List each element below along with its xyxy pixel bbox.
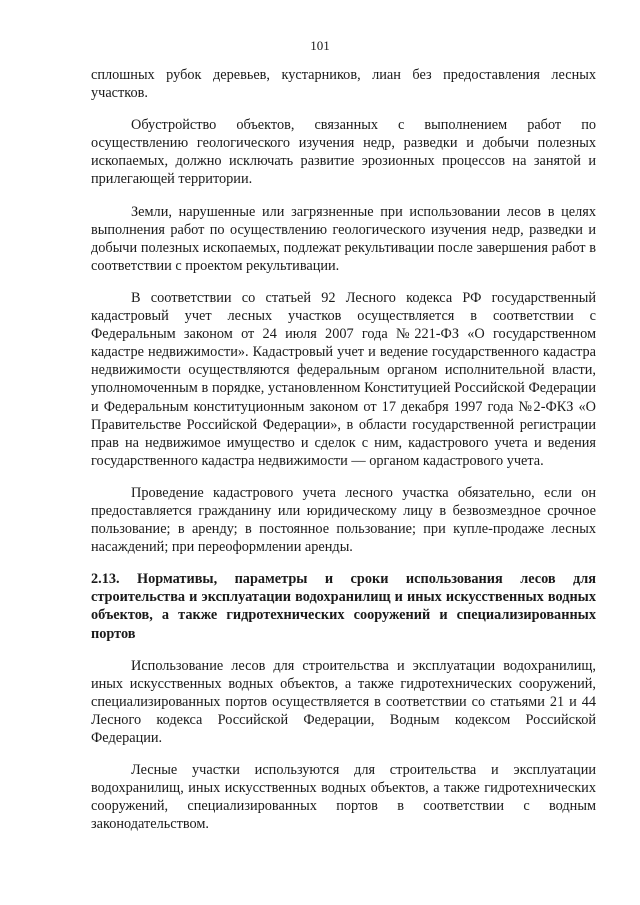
paragraph-recultivation: Земли, нарушенные или загрязненные при использовании лесов в целях выполнения работ по осуществлению геологического изучения недр, разведки и добычи полезных ископаемых, подлежат рекультивации после завершения работ в соответствии с проектом рекультивации.: [91, 203, 596, 274]
paragraph-reservoirs-usage: Использование лесов для строительства и эксплуатации водохранилищ, иных искусственных водных объектов, а также гидротехнических сооружений, специализированных портов осуществляется в соответствии со статьями 21 и 44 Лесного кодекса Российской Федерации, Водным кодексом Российской Федерации.: [91, 657, 596, 746]
page-number: 101: [310, 38, 330, 53]
paragraph-erosion: Обустройство объектов, связанных с выполнением работ по осуществлению геологического изучения недр, разведки и добычи полезных ископаемых, должно исключать развитие эрозионных процессов на занятой и прилегающей территории.: [91, 117, 596, 188]
paragraph-continuation: сплошных рубок деревьев, кустарников, лиан без предоставления лесных участков.: [91, 67, 596, 102]
section-heading: 2.13. Нормативы, параметры и сроки использования лесов для строительства и эксплуатации водохранилищ и иных искусственных водных объектов, а также гидротехнических сооружений и специализированных портов: [91, 571, 596, 642]
paragraph-cadastral-law: В соответствии со статьей 92 Лесного кодекса РФ государственный кадастровый учет лесных участков осуществляется в соответствии с Федеральным законом от 24 июля 2007 года №221-ФЗ «О государственном кадастре недвижимости». Кадастровый учет и ведение государственного кадастра недвижимости осуществляются федеральным органом исполнительной власти, уполномоченным в порядке, установленном Конституцией Российской Федерации и Федеральным конституционным законом от 17 декабря 1997 года №2-ФКЗ «О Правительстве Российской Федерации», в области государственной регистрации прав на недвижимое имущество и сделок с ним, кадастрового учета и ведения государственного кадастра недвижимости — органом кадастрового учета.: [91, 289, 596, 469]
document-body: [91, 66, 596, 833]
paragraph-cadastral-obligation: Проведение кадастрового учета лесного участка обязательно, если он предоставляется гражданину или юридическому лицу в безвозмездное срочное пользование; в аренду; в постоянное пользование; при купле-продаже лесных насаждений; при переоформлении аренды.: [91, 484, 596, 556]
paragraph-reservoirs-land: Лесные участки используются для строительства и эксплуатации водохранилищ, иных искусственных водных объектов, а также гидротехнических сооружений, специализированных портов в соответствии с водным законодательством.: [91, 762, 596, 833]
